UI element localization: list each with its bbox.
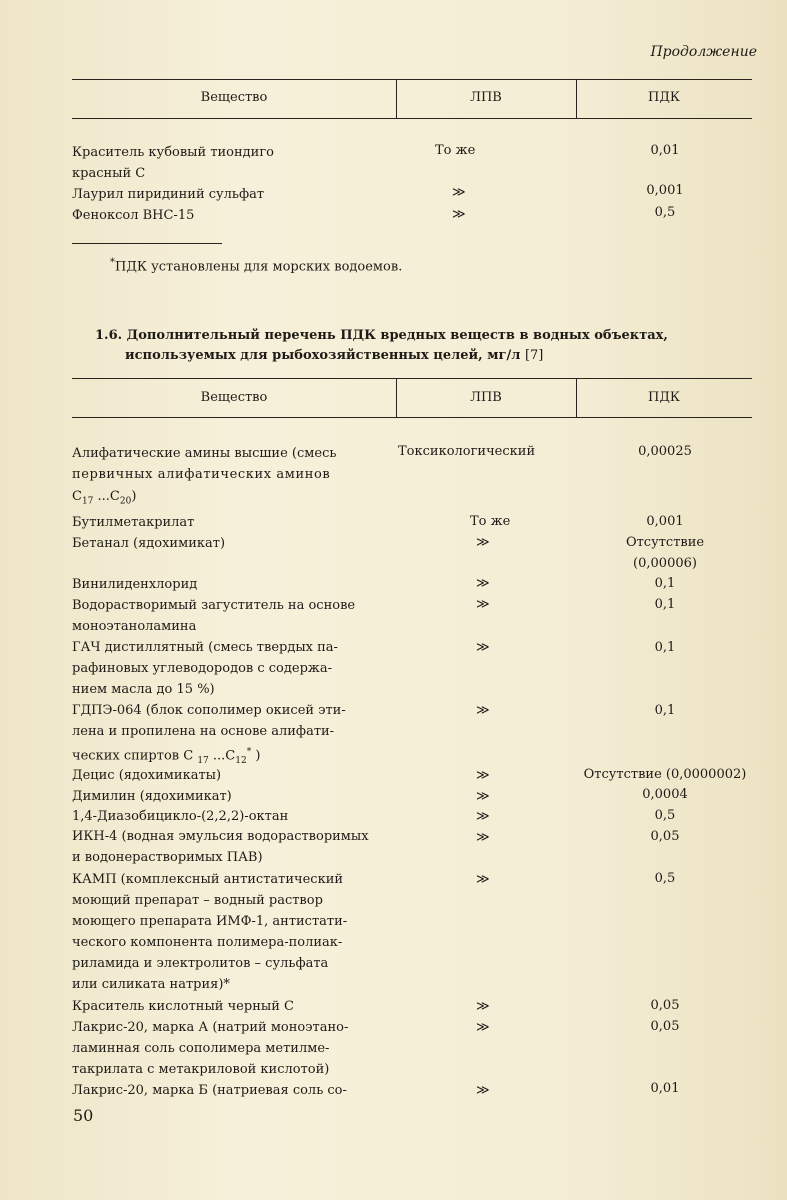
substance-cell: Бетанал (ядохимикат) [72, 536, 226, 551]
table1-top-rule [72, 79, 752, 80]
pdk-cell: 0,001 [646, 514, 684, 529]
table1-col-pdk: ПДК [648, 90, 680, 105]
pdk-cell: (0,00006) [633, 556, 697, 571]
substance-cell: 1,4-Диазобицикло-(2,2,2)-октан [72, 809, 289, 824]
pdk-cell: 0,1 [654, 640, 676, 655]
lpv-cell: ≫ [452, 207, 466, 222]
pdk-cell: Отсутствие [625, 535, 705, 550]
substance-cell: моющего препарата ИМФ-1, антистати- [72, 914, 348, 929]
lpv-cell: То же [470, 514, 511, 529]
substance-cell: Феноксол ВНС-15 [72, 208, 195, 223]
table2-col-substance: Вещество [200, 390, 268, 405]
pdk-cell: 0,0004 [642, 787, 688, 802]
table2-header-rule [72, 417, 752, 418]
lpv-cell: ≫ [476, 830, 490, 845]
pdk-cell: 0,1 [654, 703, 676, 718]
pdk-cell: 0,1 [654, 576, 676, 591]
substance-cell: Бутилметакрилат [72, 515, 195, 530]
substance-cell: такрилата с метакриловой кислотой) [72, 1062, 330, 1077]
pdk-cell: 0,05 [650, 1019, 680, 1034]
substance-cell: ческого компонента полимера-полиак- [72, 935, 343, 950]
lpv-cell: ≫ [476, 535, 490, 550]
substance-cell: Водорастворимый загуститель на основе [72, 598, 356, 613]
footnote-rule [72, 243, 222, 244]
lpv-cell: ≫ [476, 789, 490, 804]
table1-col-substance: Вещество [200, 90, 268, 105]
substance-cell: рафиновых углеводородов с содержа- [72, 661, 332, 676]
substance-cell: Краситель кубовый тиондиго [72, 145, 274, 160]
continuation-label: Продолжение [650, 44, 757, 60]
lpv-cell: То же [435, 143, 476, 158]
substance-cell: ГАЧ дистиллятный (смесь твердых па- [72, 640, 338, 655]
substance-cell: Лаурил пиридиний сульфат [72, 187, 265, 202]
pdk-cell: 0,5 [654, 808, 676, 823]
substance-cell: и водонерастворимых ПАВ) [72, 850, 263, 865]
table2-top-rule [72, 378, 752, 379]
lpv-cell: ≫ [476, 999, 490, 1014]
substance-cell: Децис (ядохимикаты) [72, 768, 222, 783]
substance-cell: моноэтаноламина [72, 619, 197, 634]
substance-cell: ГДПЭ-064 (блок сополимер окисей эти- [72, 703, 346, 718]
pdk-cell: Отсутствие (0,0000002) [583, 767, 747, 782]
substance-cell: ламинная соль сополимера метилме- [72, 1041, 330, 1056]
substance-cell: КАМП (комплексный антистатический [72, 872, 344, 887]
table1-col-lpv: ЛПВ [470, 90, 502, 105]
lpv-cell: ≫ [476, 1083, 490, 1098]
substance-cell: Лакрис-20, марка Б (натриевая соль со- [72, 1083, 347, 1098]
lpv-cell: ≫ [476, 703, 490, 718]
substance-cell: $C_{17}$ $...C_{20}$) [72, 489, 137, 507]
pdk-cell: 0,01 [650, 1081, 680, 1096]
substance-cell: моющий препарат – водный раствор [72, 893, 323, 908]
substance-cell: Димилин (ядохимикат) [72, 789, 232, 804]
substance-cell: Лакрис-20, марка А (натрий моноэтано- [72, 1020, 349, 1035]
lpv-cell: ≫ [476, 809, 490, 824]
lpv-cell: ≫ [452, 185, 466, 200]
substance-cell: риламида и электролитов – сульфата [72, 956, 329, 971]
table2-col-lpv: ЛПВ [470, 390, 502, 405]
section-title: 1.6. Дополнительный перечень ПДК вредных веществ в водных объектах, используемых для рыбохозяйственных целей, мг/л [7] [95, 328, 668, 363]
substance-cell: ИКН-4 (водная эмульсия водорастворимых [72, 829, 369, 844]
lpv-cell: ≫ [476, 597, 490, 612]
pdk-cell: 0,5 [654, 871, 676, 886]
lpv-cell: ≫ [476, 872, 490, 887]
substance-cell: Алифатические амины высшие (смесь [72, 446, 337, 461]
substance-cell: ческих спиртов C $_{17}$ $...C_{12}^*$ ) [72, 747, 261, 766]
substance-cell: или силиката натрия)* [72, 977, 230, 992]
pdk-cell: 0,00025 [638, 444, 692, 459]
pdk-cell: 0,05 [650, 829, 680, 844]
lpv-cell: ≫ [476, 768, 490, 783]
page-number: 50 [73, 1106, 94, 1125]
lpv-cell: ≫ [476, 576, 490, 591]
table1-header-rule [72, 118, 752, 119]
pdk-cell: 0,001 [646, 183, 684, 198]
substance-cell: лена и пропилена на основе алифати- [72, 724, 335, 739]
table2-col-pdk: ПДК [648, 390, 680, 405]
lpv-cell: ≫ [476, 640, 490, 655]
substance-cell: Краситель кислотный черный С [72, 999, 294, 1014]
substance-cell: первичных алифатических аминов [72, 467, 331, 482]
pdk-cell: 0,05 [650, 998, 680, 1013]
substance-cell: нием масла до 15 %) [72, 682, 215, 697]
substance-cell: красный С [72, 166, 146, 181]
lpv-cell: Токсикологический [398, 444, 536, 459]
substance-cell: Винилиденхлорид [72, 577, 198, 592]
pdk-cell: 0,01 [650, 143, 680, 158]
lpv-cell: ≫ [476, 1020, 490, 1035]
pdk-cell: 0,1 [654, 597, 676, 612]
footnote: *ПДК установлены для морских водоемов. [110, 257, 403, 275]
pdk-cell: 0,5 [654, 205, 676, 220]
